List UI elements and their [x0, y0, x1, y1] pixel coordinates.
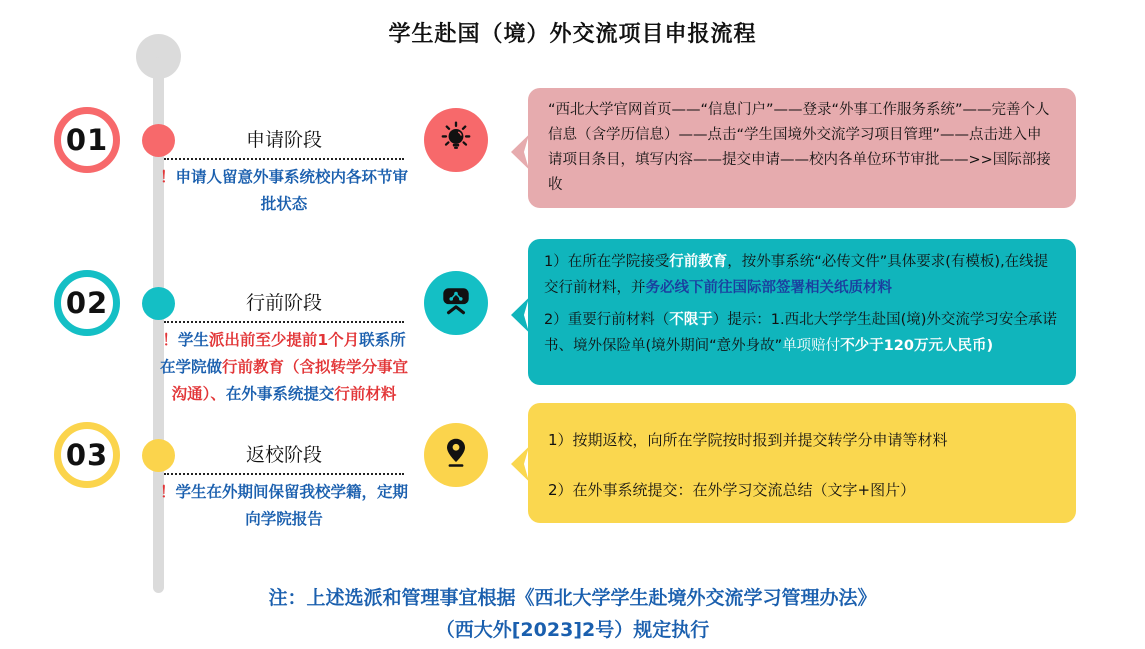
stage-1-icon-circle	[424, 108, 488, 172]
footnote-line-1: 注：上述选派和管理事宜根据《西北大学学生赴境外交流学习管理办法》	[268, 587, 877, 609]
stage-3-detail-item-1: 1）按期返校，向所在学院按时报到并提交转学分申请等材料	[548, 431, 948, 449]
footnote	[0, 582, 1145, 646]
stage-3-bubble-tail	[511, 445, 529, 483]
materials-upload-icon	[438, 283, 474, 323]
stage-3-note: ！学生在外期间保留我校学籍，定期向学院报告	[159, 483, 409, 528]
stage-1-note: ！申请人留意外事系统校内各环节审批状态	[159, 168, 409, 213]
location-pin-icon	[438, 435, 474, 475]
lightbulb-icon	[438, 120, 474, 160]
stage-1-number: 01	[54, 107, 120, 173]
stage-2-number: 02	[54, 270, 120, 336]
stage-2-label-group	[158, 291, 410, 408]
stage-1-divider	[164, 158, 404, 160]
page-title: 学生赴国（境）外交流项目申报流程	[388, 22, 757, 47]
stage-1-detail-text: “西北大学官网首页——“信息门户”——登录“外事工作服务系统”——完善个人信息（含学历信息）——点击“学生国境外交流学习项目管理”——点击进入申请项目条目，填写内容——提交申请——校内各单位环节审批——>>国际部接收	[548, 102, 1051, 193]
stage-1-bubble-tail	[511, 133, 529, 171]
stage-3-detail-item-2: 2）在外事系统提交：在外学习交流总结（文字+图片）	[548, 481, 916, 499]
stage-2-divider	[164, 321, 404, 323]
stage-2-detail-item-1: 1）在所在学院接受行前教育，按外事系统“必传文件”具体要求(有模板),在线提交行前材料，并务必线下前往国际部签署相关纸质材料	[544, 254, 1049, 296]
stage-2-bubble-tail	[511, 296, 529, 334]
stage-1-title: 申请阶段	[245, 129, 322, 151]
stage-3-label-group	[158, 443, 410, 533]
stage-3-divider	[164, 473, 404, 475]
stage-3-number: 03	[54, 422, 120, 488]
stage-2-detail-item-2: 2）重要行前材料（不限于）提示：1.西北大学学生赴国(境)外交流学习安全承诺书、境外保险单(境外期间“意外身故”单项赔付不少于120万元人民币)	[544, 312, 1057, 354]
stage-2-icon-circle	[424, 271, 488, 335]
footnote-line-2: （西大外[2023]2号）规定执行	[435, 619, 710, 641]
stage-1-detail-bubble	[528, 88, 1076, 208]
stage-3-detail-bubble	[528, 403, 1076, 523]
stage-1-label-group	[158, 128, 410, 218]
stage-2-title: 行前阶段	[245, 292, 322, 314]
stage-2-note: ！学生派出前至少提前1个月联系所在学院做行前教育（含拟转学分事宜沟通）、在外事系统提交行前材料	[159, 331, 409, 403]
stage-3-title: 返校阶段	[245, 444, 322, 466]
stage-2-detail-bubble	[528, 239, 1076, 385]
stage-3-icon-circle	[424, 423, 488, 487]
